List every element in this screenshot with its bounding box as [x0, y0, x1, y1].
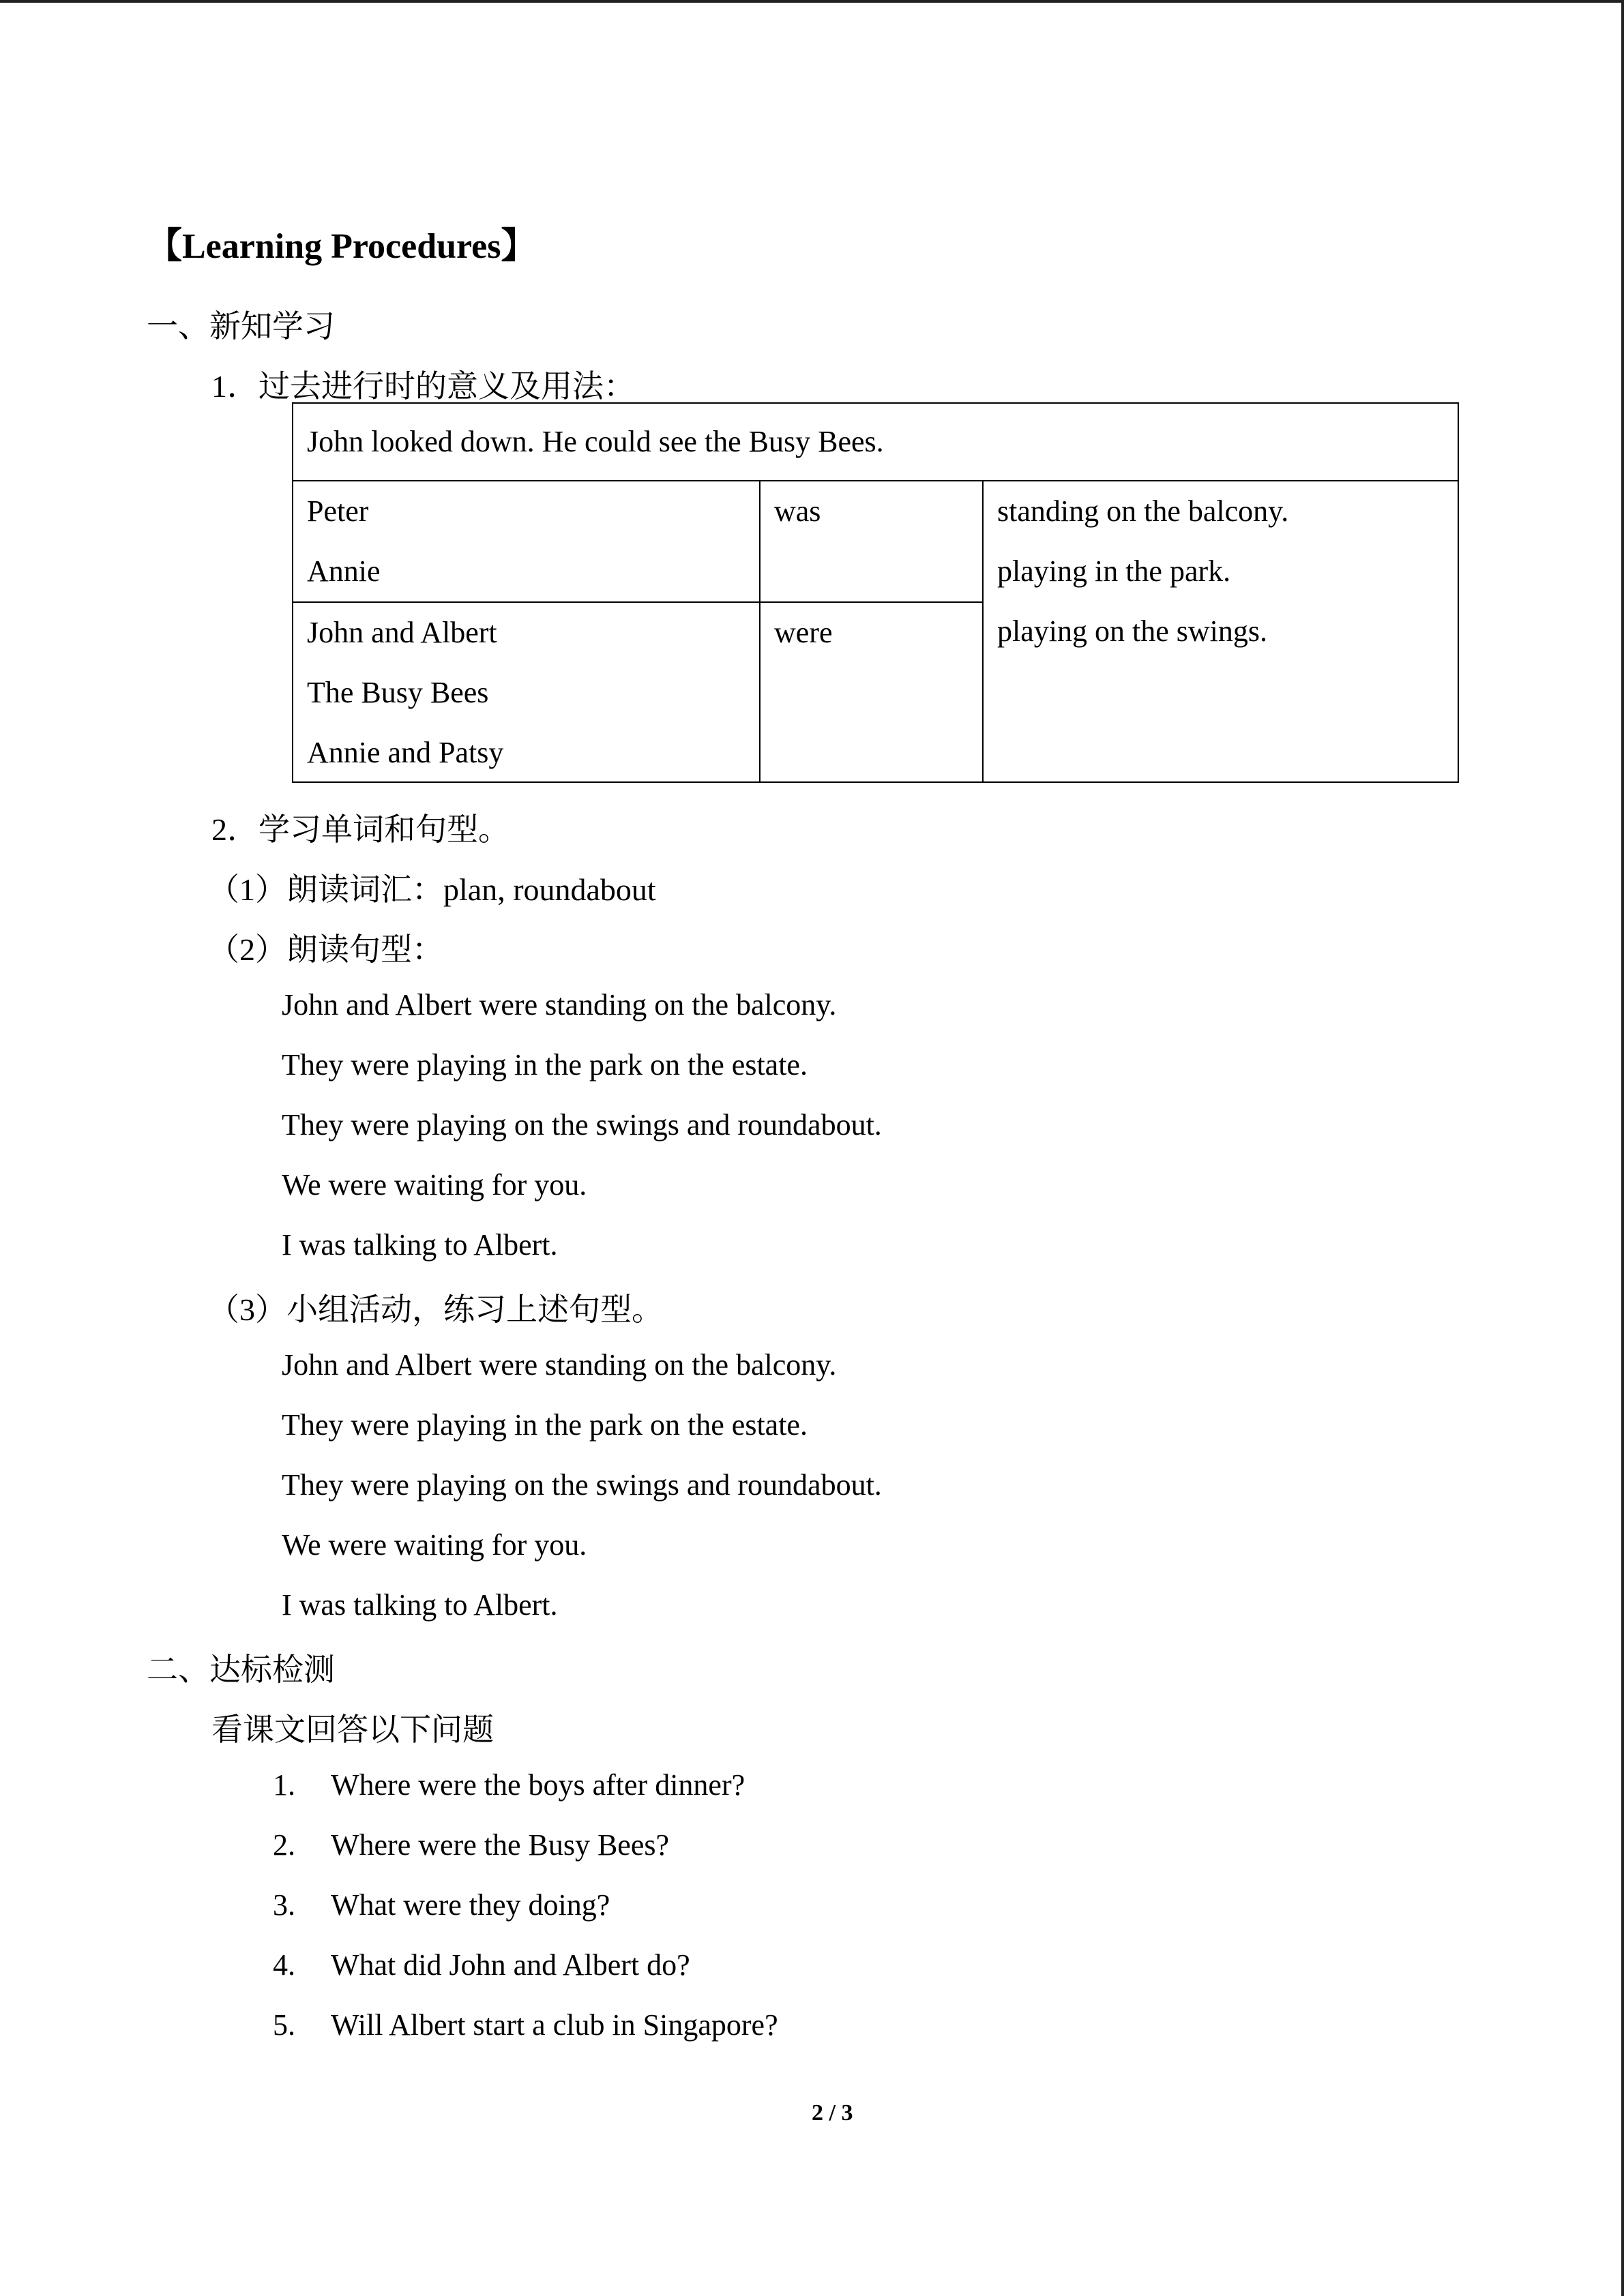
question-2	[273, 1828, 669, 1862]
subject-peter: Peter	[307, 494, 369, 528]
page-heading: 【Learning Procedures】	[147, 227, 537, 266]
vocab-line: （1）朗读词汇：plan, roundabout	[208, 872, 656, 907]
question-number: 2.	[273, 1828, 295, 1862]
section1-title: 一、新知学习	[147, 309, 335, 344]
question-4	[273, 1948, 690, 1982]
sentence-1: John and Albert were standing on the balcony.	[282, 988, 837, 1022]
group-sentence-2: They were playing in the park on the estate.	[282, 1408, 808, 1442]
question-5	[273, 2008, 778, 2042]
table-cell-subjects-were	[293, 602, 760, 782]
subject-annie: Annie	[307, 554, 381, 588]
page-border-top	[0, 0, 1624, 3]
item2-title: 2．学习单词和句型。	[211, 812, 510, 847]
table-cell-predicates	[983, 481, 1458, 782]
page-number: 2 / 3	[812, 2100, 853, 2126]
predicate-1: standing on the balcony.	[997, 494, 1289, 528]
subject-annie-patsy: Annie and Patsy	[307, 736, 504, 769]
page-border-right	[1621, 0, 1624, 2296]
sentences-title: （2）朗读句型：	[208, 932, 443, 967]
group-activity-title: （3）小组活动，练习上述句型。	[208, 1292, 663, 1327]
table-header: John looked down. He could see the Busy Bees.	[293, 403, 1458, 481]
question-text: What did John and Albert do?	[331, 1948, 690, 1982]
group-sentence-1: John and Albert were standing on the balcony.	[282, 1348, 837, 1382]
question-number: 1.	[273, 1768, 295, 1802]
question-text: What were they doing?	[331, 1888, 610, 1922]
subject-john-albert: John and Albert	[307, 616, 497, 649]
group-sentence-3: They were playing on the swings and roundabout.	[282, 1468, 882, 1502]
grammar-table	[292, 402, 1459, 783]
sentence-3: They were playing on the swings and roundabout.	[282, 1108, 882, 1142]
sentence-2: They were playing in the park on the estate.	[282, 1048, 808, 1082]
group-sentence-5: I was talking to Albert.	[282, 1588, 558, 1622]
table-cell-was	[760, 481, 983, 602]
predicate-2: playing in the park.	[997, 554, 1231, 588]
sentence-4: We were waiting for you.	[282, 1168, 587, 1202]
question-text: Where were the boys after dinner?	[331, 1768, 745, 1802]
question-number: 3.	[273, 1888, 295, 1922]
table-cell-subjects-was	[293, 481, 760, 602]
verb-was: was	[774, 494, 821, 528]
group-sentence-4: We were waiting for you.	[282, 1528, 587, 1562]
predicate-3: playing on the swings.	[997, 614, 1267, 648]
section2-title: 二、达标检测	[147, 1652, 335, 1687]
question-3	[273, 1888, 610, 1922]
question-text: Where were the Busy Bees?	[331, 1828, 670, 1862]
item1-title: 1．过去进行时的意义及用法：	[211, 369, 635, 404]
subject-busy-bees: The Busy Bees	[307, 676, 489, 709]
question-1	[273, 1768, 745, 1802]
question-number: 5.	[273, 2008, 295, 2042]
section2-instruction: 看课文回答以下问题	[211, 1712, 494, 1747]
table-cell-were	[760, 602, 983, 782]
question-text: Will Albert start a club in Singapore?	[331, 2008, 778, 2042]
question-number: 4.	[273, 1948, 295, 1982]
sentence-5: I was talking to Albert.	[282, 1228, 558, 1262]
verb-were: were	[774, 616, 833, 649]
